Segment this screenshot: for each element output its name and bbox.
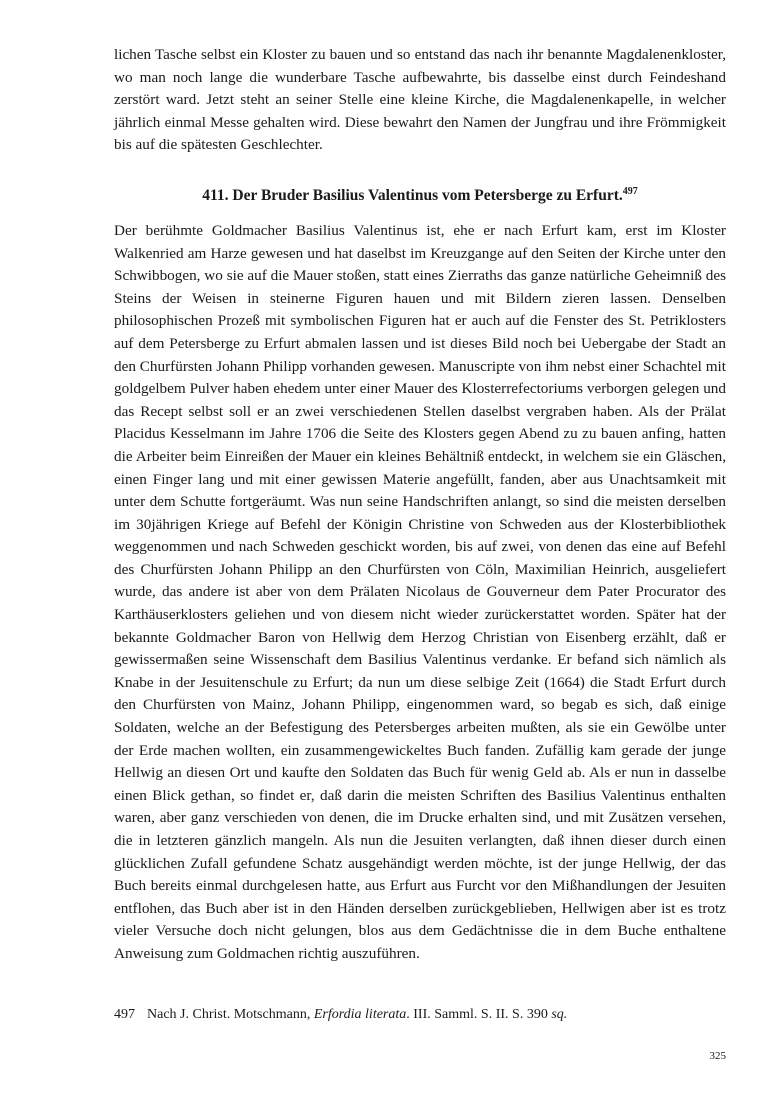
section-title: 411. Der Bruder Basilius Valentinus vom Petersberge zu Erfurt. (202, 186, 623, 204)
body-paragraph: Der berühmte Goldmacher Basilius Valentinus ist, ehe er nach Erfurt kam, erst im Kloster Walkenried am Harze gewesen und hat daselbst im Kreuzgange auf den Seiten der Kirche unter den Schwibbogen, wo sie auf die Mauer stoßen, statt eines Zierraths das ganze natürliche Geheimniß des Steins der Weisen in steinerne Figuren hauen und mit Bildern zieren lassen. Denselben philosophischen Prozeß mit symbolischen Figuren hat er auch auf die Fenster des St. Petriklosters auf dem Petersberge zu Erfurt abmalen lassen und ist dieses Bild noch bei Uebergabe der Stadt an den Churfürsten Johann Philipp vorhanden gewesen. Manuscripte von ihm nebst einer Schachtel mit goldgelbem Pulver haben ehedem unter einer Mauer des Klosterrefectoriums verborgen gelegen und das Recept selbst soll er an zwei verschiedenen Stellen daselbst vergraben haben. Als der Prälat Placidus Kesselmann im Jahre 1706 die Seite des Klosters gegen Abend zu zu bauen anfing, hatten die Arbeiter beim Einreißen der Mauer ein kleines Behältniß entdeckt, in welchem sie ein Gläschen, einen Finger lang und mit einer gewissen Materie angefüllt, fanden, aber aus Unachtsamkeit mit unter dem Schutte fortgeräumt. Was nun seine Handschriften anlangt, so sind die meisten derselben im 30jährigen Kriege auf Befehl der Königin Christine von Schweden aus der Klosterbibliothek weggenommen und nach Schweden geschickt worden, bis auf zwei, von denen das eine auf Befehl des Churfürsten Johann Philipp an den Churfürsten von Cöln, Maximilian Heinrich, ausgeliefert wurde, das andere ist aber von dem Prälaten Nicolaus de Gouverneur dem Pater Procurator des Karthäuserklosters geliehen und von diesem nicht wieder zurückerstattet worden. Später hat der bekannte Goldmacher Baron von Hellwig dem Herzog Christian von Eisenberg erzählt, daß er gewissermaßen seine Wissenschaft dem Basilius Valentinus verdanke. Er befand sich nämlich als Knabe in der Jesuitenschule zu Erfurt; da nun um diese selbige Zeit (1664) die Stadt Erfurt durch den Churfürsten von Mainz, Johann Philipp, eingenommen ward, so begab es sich, daß einige Soldaten, welche an der Befestigung des Petersberges arbeiten mußten, als sie ein Gewölbe unter der Erde machen wollten, ein zusammengewickeltes Buch fanden. Zufällig kam gerade der junge Hellwig an diesen Ort und kaufte den Soldaten das Buch für wenig Geld ab. Als er nun in dasselbe einen Blick gethan, so findet er, daß darin die meisten Schriften des Basilius Valentinus enthalten waren, aber ganz verschieden von denen, die im Drucke erhalten sind, und mit Zusätzen versehen, die in letzteren gänzlich mangeln. Als nun die Jesuiten verlangten, daß ihnen dieser durch einen glücklichen Zufall gefundene Schatz ausgehändigt werden möchte, ist der junge Hellwig, der das Buch bereits einmal durchgelesen hatte, aus Erfurt aus Furcht vor den Mißhandlungen der Jesuiten entflohen, das Buch aber ist in den Händen derselben zurückgeblieben, Hellwigen aber ist es trotz vieler Versuche doch nicht gelungen, blos aus dem Gedächtnisse die in dem Buche enthaltene Anweisung zum Goldmachen richtig auszuführen. (114, 221, 726, 962)
footnote-text-after: . III. Samml. S. II. S. 390 (406, 1007, 552, 1022)
page-number: 325 (709, 1050, 726, 1062)
footnote-text-before: Nach J. Christ. Motschmann, (147, 1007, 314, 1022)
footnote-number: 497 (114, 1007, 135, 1022)
footnote-suffix: sq. (551, 1007, 568, 1022)
page-content (114, 44, 726, 966)
footnote (114, 1005, 726, 1025)
footnote-reference[interactable]: 497 (622, 185, 638, 197)
intro-paragraph: lichen Tasche selbst ein Kloster zu bauen und so entstand das nach ihr benannte Magdalenenkloster, wo man noch lange die wunderbare Tasche aufbewahrte, bis dasselbe einst durch Feindeshand zerstört ward. Jetzt steht an seiner Stelle eine kleine Kirche, die Magdalenenkapelle, in welcher jährlich einmal Messe gehalten wird. Diese bewahrt den Namen der Jungfrau und ihre Frömmigkeit bis auf die spätesten Geschlechter. (114, 46, 726, 154)
section-heading (114, 185, 726, 207)
footnote-title: Erfordia literata (313, 1007, 407, 1022)
